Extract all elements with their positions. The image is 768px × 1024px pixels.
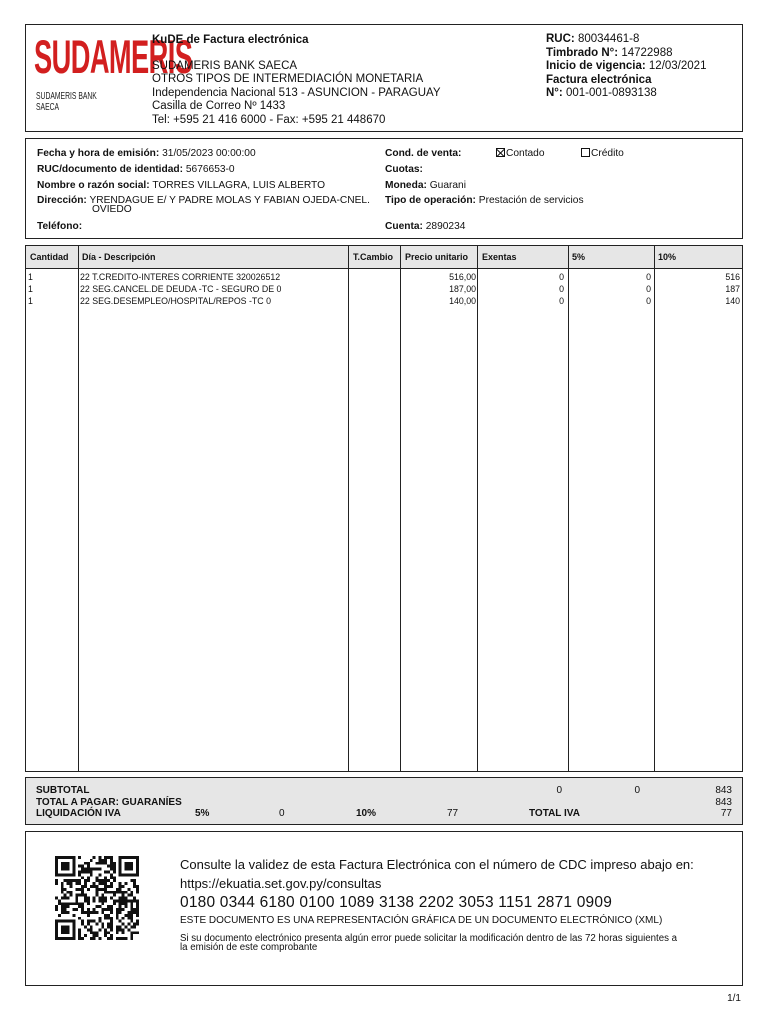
page-number: 1/1 xyxy=(727,993,741,1004)
row-diez: 516 xyxy=(725,272,740,282)
error-note-line1: Si su documento electrónico presenta algún error puede solicitar la modificación dentro de las 72 horas siguientes a xyxy=(180,933,678,944)
credito-checkbox-icon xyxy=(581,148,590,157)
invoice-number-value: 001-001-0893138 xyxy=(565,87,657,99)
consult-text: Consulte la validez de esta Factura Electrónica con el número de CDC impreso abajo en: xyxy=(180,857,694,872)
row-descripcion: 22 SEG.DESEMPLEO/HOSPITAL/REPOS -TC 0 xyxy=(80,296,271,306)
col-header-tcambio: T.Cambio xyxy=(353,252,394,262)
row-precio: 516,00 xyxy=(449,272,476,282)
row-descripcion: 22 T.CREDITO-INTERES CORRIENTE 320026512 xyxy=(80,272,281,282)
col-header-10: 10% xyxy=(658,252,677,262)
subtotal-exentas: 0 xyxy=(556,785,562,796)
row-exentas: 0 xyxy=(559,284,564,294)
col-header-5: 5% xyxy=(572,252,586,262)
credito-label: Crédito xyxy=(591,148,624,159)
sudameris-logo xyxy=(34,30,193,113)
col-header-descripcion: Día - Descripción xyxy=(82,252,156,262)
liquidacion-label: LIQUIDACIÓN IVA xyxy=(36,808,121,819)
row-descripcion: 22 SEG.CANCEL.DE DEUDA -TC - SEGURO DE 0 xyxy=(80,284,282,294)
operation-type xyxy=(385,195,584,206)
customer-address-line2: OVIEDO xyxy=(92,204,132,215)
qr-code-icon xyxy=(53,856,141,940)
customer-phone xyxy=(37,221,82,232)
customer-ruc xyxy=(37,164,235,175)
company-phone: Tel: +595 21 416 6000 - Fax: +595 21 448670 xyxy=(152,114,386,126)
items-table xyxy=(25,245,743,772)
issuer-ruc xyxy=(546,33,639,47)
row-exentas: 0 xyxy=(559,296,564,306)
consult-url[interactable]: https://ekuatia.set.gov.py/consultas xyxy=(180,876,382,891)
xml-disclaimer: ESTE DOCUMENTO ES UNA REPRESENTACIÓN GRÁFICA DE UN DOCUMENTO ELECTRÓNICO (XML) xyxy=(180,915,663,926)
iva-10-value: 77 xyxy=(447,808,459,819)
col-header-precio: Precio unitario xyxy=(405,252,469,262)
error-note-line2: la emisión de este comprobante xyxy=(180,942,318,953)
vigencia xyxy=(546,60,706,74)
contado-checkbox-icon xyxy=(496,148,505,157)
total-value: 843 xyxy=(715,797,732,808)
cdc-number: 0180 0344 6180 0100 1089 3138 2202 3053 1151 2871 0909 xyxy=(180,894,613,911)
sale-condition-label: Cond. de venta: xyxy=(385,148,462,159)
customer-name xyxy=(37,180,325,191)
row-exentas: 0 xyxy=(559,272,564,282)
vigencia-label: Inicio de vigencia: xyxy=(546,60,646,72)
col-header-exentas: Exentas xyxy=(482,252,517,262)
row-precio: 140,00 xyxy=(449,296,476,306)
row-cantidad: 1 xyxy=(28,284,33,294)
row-precio: 187,00 xyxy=(449,284,476,294)
subtotal-cinco: 0 xyxy=(634,785,640,796)
validation-box xyxy=(25,831,743,986)
row-diez: 187 xyxy=(725,284,740,294)
timbrado-label: Timbrado N°: xyxy=(546,47,619,59)
total-label: TOTAL A PAGAR: GUARANÍES xyxy=(36,797,182,808)
row-cinco: 0 xyxy=(646,272,651,282)
currency xyxy=(385,180,466,191)
customer-info-box xyxy=(25,138,743,239)
company-address: Independencia Nacional 513 - ASUNCION - PARAGUAY xyxy=(152,87,441,99)
contado-option xyxy=(496,148,545,159)
invoice-header xyxy=(25,24,743,132)
cuotas xyxy=(385,164,423,175)
timbrado-value: 14722988 xyxy=(621,47,673,59)
emission-date-value: 31/05/2023 00:00:00 xyxy=(162,148,256,159)
credito-option xyxy=(581,148,624,159)
customer-ruc-label: RUC/documento de identidad: xyxy=(37,164,184,175)
operation-type-label: Tipo de operación: xyxy=(385,195,476,206)
iva-10-label: 10% xyxy=(356,808,377,819)
row-diez: 140 xyxy=(725,296,740,306)
customer-phone-label: Teléfono: xyxy=(37,221,83,232)
row-cantidad: 1 xyxy=(28,272,33,282)
issuer-ruc-label: RUC: xyxy=(546,33,575,45)
invoice-number-label: N°: xyxy=(546,87,563,99)
subtotal-label: SUBTOTAL xyxy=(36,785,90,796)
invoice-number xyxy=(546,87,657,101)
emission-date xyxy=(37,148,256,159)
factura-type: Factura electrónica xyxy=(546,74,652,86)
customer-address-label: Dirección: xyxy=(37,195,87,206)
timbrado xyxy=(546,47,673,61)
row-cinco: 0 xyxy=(646,284,651,294)
logo-wordmark: SUDAMERIS xyxy=(34,30,193,83)
customer-name-label: Nombre o razón social: xyxy=(37,180,150,191)
company-activity: OTROS TIPOS DE INTERMEDIACIÓN MONETARIA xyxy=(152,73,424,85)
operation-type-value: Prestación de servicios xyxy=(478,195,584,206)
total-iva-value: 77 xyxy=(720,808,732,819)
iva-5-label: 5% xyxy=(195,808,210,819)
col-header-cantidad: Cantidad xyxy=(30,252,69,262)
document-title: KuDE de Factura electrónica xyxy=(152,34,309,46)
customer-name-value: TORRES VILLAGRA, LUIS ALBERTO xyxy=(152,180,326,191)
account-value: 2890234 xyxy=(425,221,466,232)
company-name: SUDAMERIS BANK SAECA xyxy=(152,60,298,72)
customer-ruc-value: 5676653-0 xyxy=(185,164,235,175)
customer-address xyxy=(37,195,370,206)
contado-label: Contado xyxy=(506,148,545,159)
emission-date-label: Fecha y hora de emisión: xyxy=(37,148,160,159)
account xyxy=(385,221,465,232)
currency-value: Guarani xyxy=(429,180,466,191)
issuer-ruc-value: 80034461-8 xyxy=(577,33,640,45)
vigencia-value: 12/03/2021 xyxy=(648,60,707,72)
account-label: Cuenta: xyxy=(385,221,423,232)
iva-5-value: 0 xyxy=(279,808,285,819)
customer-address-line1: YRENDAGUE E/ Y PADRE MOLAS Y FABIAN OJEDA-CNEL. xyxy=(89,195,370,206)
currency-label: Moneda: xyxy=(385,180,427,191)
row-cinco: 0 xyxy=(646,296,651,306)
logo-subtext: SUDAMERIS BANK SAECA xyxy=(36,91,97,113)
subtotal-diez: 843 xyxy=(715,785,732,796)
totals-box xyxy=(25,777,743,825)
row-cantidad: 1 xyxy=(28,296,33,306)
company-po-box: Casilla de Correo Nº 1433 xyxy=(152,100,286,112)
cuotas-label: Cuotas: xyxy=(385,164,423,175)
total-iva-label: TOTAL IVA xyxy=(529,808,580,819)
